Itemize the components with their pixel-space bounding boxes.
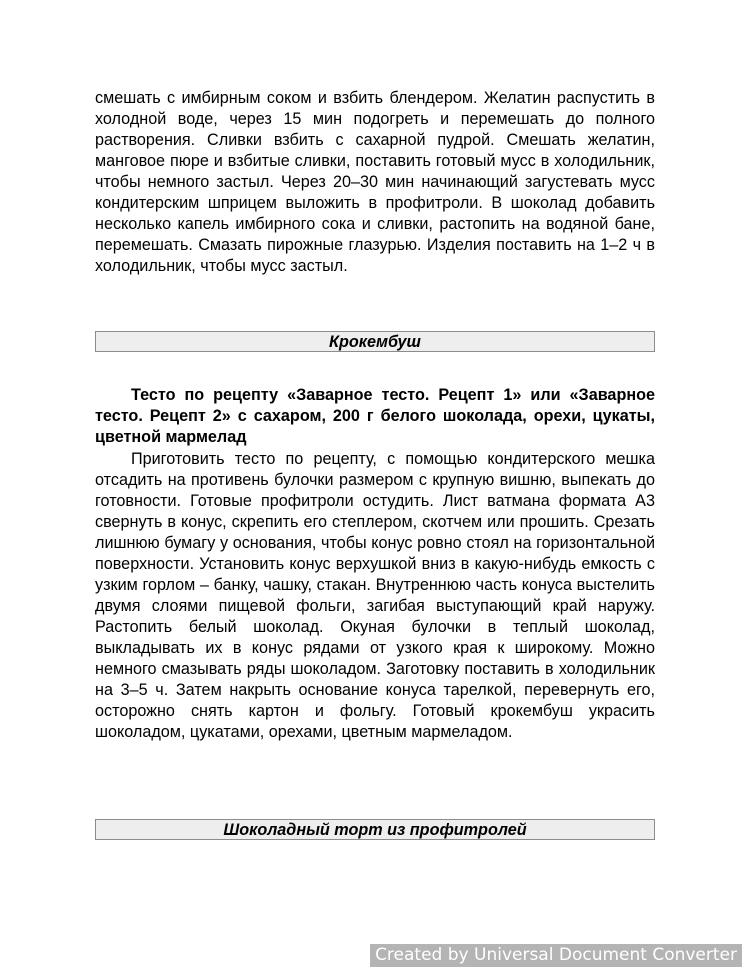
recipe-title-chocolate-cake: Шоколадный торт из профитролей — [95, 819, 655, 840]
converter-watermark: Created by Universal Document Converter — [370, 944, 742, 967]
ingredients-paragraph: Тесто по рецепту «Заварное тесто. Рецепт 1» или «Заварное тесто. Рецепт 2» с сахаром, 200 г белого шоколада, орехи, цукаты, цветной мармелад — [95, 386, 655, 446]
recipe-paragraph-continued: смешать с имбирным соком и взбить блендером. Желатин распустить в холодной воде, через 15 мин подогреть и перемешать до полного растворения. Сливки взбить с сахарной пудрой. Смешать желатин, манговое пюре и взбитые сливки, поставить готовый мусс в холодильник, чтобы немного застыл. Через 20–30 мин начинающий загустевать мусс кондитерским шприцем выложить в профитроли. В шоколад добавить несколько капель имбирного сока и сливки, растопить на водяной бане, перемешать. Смазать пирожные глазурью. Изделия поставить на 1–2 ч в холодильник, чтобы мусс застыл. — [95, 89, 655, 275]
recipe-title-crockembouche: Крокембуш — [95, 331, 655, 352]
instructions-paragraph: Приготовить тесто по рецепту, с помощью кондитерского мешка отсадить на противень булочки размером с крупную вишню, выпекать до готовности. Готовые профитроли остудить. Лист ватмана формата А3 свернуть в конус, скрепить его степлером, скотчем или прошить. Срезать лишнюю бумагу у основания, чтобы конус ровно стоял на горизонтальной поверхности. Установить конус верхушкой вниз в какую-нибудь емкость с узким горлом – банку, чашку, стакан. Внутреннюю часть конуса выстелить двумя слоями пищевой фольги, загибая выступающий край наружу. Растопить белый шоколад. Окуная булочки в теплый шоколад, выкладывать их в конус рядами от узкого края к широкому. Можно немного смазывать ряды шоколадом. Заготовку поставить в холодильник на 3–5 ч. Затем накрыть основание конуса тарелкой, перевернуть его, осторожно снять картон и фольгу. Готовый крокембуш украсить шоколадом, цукатами, орехами, цветным мармеладом. — [95, 450, 655, 741]
